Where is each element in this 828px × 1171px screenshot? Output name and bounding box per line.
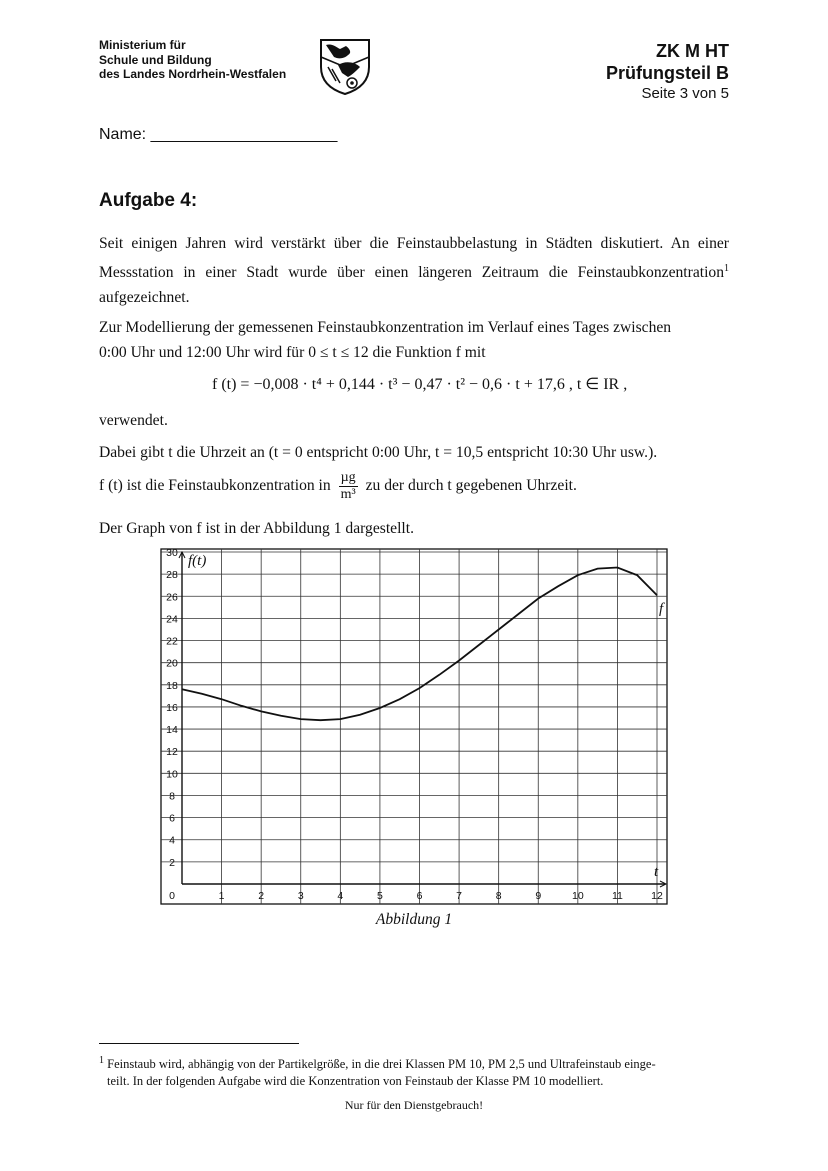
footnote-line-1: Feinstaub wird, abhängig von der Partikelgröße, in die drei Klassen PM 10, PM 2,5 und Ultrafeinstaub einge- [107, 1057, 656, 1072]
exam-code: ZK M HT [656, 41, 729, 61]
y-axis-label: f(t) [188, 553, 207, 569]
explain-2b: zu der durch t gegebenen Uhrzeit. [365, 477, 577, 495]
y-tick-label: 24 [166, 613, 178, 626]
footnote-mark: 1 [724, 263, 729, 274]
unit-fraction [339, 470, 358, 503]
function-chart [160, 548, 670, 908]
function-formula: f (t) = −0,008 · t⁴ + 0,144 · t³ − 0,47 · t² − 0,6 · t + 17,6 , t ∈ IR , [212, 376, 628, 393]
y-tick-label: 8 [169, 790, 175, 803]
y-tick-label: 4 [169, 834, 175, 847]
y-tick-label: 30 [166, 548, 178, 559]
page-number: Seite 3 von 5 [641, 85, 729, 102]
x-axis-label: t [654, 864, 659, 880]
x-tick-label: 5 [376, 890, 383, 902]
x-tick-label: 4 [337, 890, 344, 902]
x-tick-label: 6 [416, 890, 423, 902]
figure-caption: Abbildung 1 [375, 911, 453, 928]
unit-numerator: µg [340, 470, 356, 485]
x-tick-label: 1 [218, 890, 225, 902]
intro-paragraph [99, 231, 729, 310]
x-tick-label: 10 [571, 890, 584, 902]
y-tick-label: 28 [166, 569, 178, 582]
y-tick-label: 12 [166, 746, 178, 759]
footnote-rule [99, 1043, 299, 1044]
footnote [99, 1052, 729, 1090]
ministry-line-1: Ministerium für [99, 38, 186, 52]
model-line-2: 0:00 Uhr und 12:00 Uhr wird für 0 ≤ t ≤ 12 die Funktion f mit [99, 344, 486, 361]
nrw-crest-icon [318, 37, 372, 95]
model-paragraph [99, 315, 729, 365]
x-tick-label: 8 [495, 890, 502, 902]
y-tick-label: 20 [166, 657, 178, 670]
ministry-line-3: des Landes Nordrhein-Westfalen [99, 67, 287, 81]
unit-denominator: m³ [340, 487, 356, 502]
name-field: Name: _____________________ [99, 126, 338, 143]
x-tick-label: 9 [535, 890, 542, 902]
y-tick-label: 22 [166, 635, 178, 648]
y-tick-label: 26 [166, 591, 178, 604]
y-tick-label: 6 [169, 812, 175, 825]
x-tick-label: 2 [258, 890, 265, 902]
x-tick-label: 0 [169, 890, 175, 902]
footnote-number: 1 [99, 1055, 104, 1066]
x-tick-label: 3 [297, 890, 304, 902]
series-label: f [659, 601, 664, 618]
graph-reference: Der Graph von f ist in der Abbildung 1 dargestellt. [99, 520, 414, 537]
explain-2a: f (t) ist die Feinstaubkonzentration in [99, 477, 331, 495]
ministry-name [99, 38, 286, 82]
page-footer: Nur für den Dienstgebrauch! [344, 1098, 484, 1112]
intro-text: Seit einigen Jahren wird verstärkt über die Feinstaubbelastung in Städten diskutiert. An einer Messstation in einer Stadt wurde über einen längeren Zeitraum die Feinstaubkonzentration [99, 235, 729, 282]
x-tick-label: 7 [456, 890, 463, 902]
used-text: verwendet. [99, 412, 168, 429]
chart-frame [161, 549, 667, 904]
x-tick-label: 11 [611, 890, 623, 902]
explain-line-1: Dabei gibt t die Uhrzeit an (t = 0 entspricht 0:00 Uhr, t = 10,5 entspricht 10:30 Uhr usw.). [99, 444, 658, 461]
y-tick-label: 14 [166, 724, 178, 737]
ministry-line-2: Schule und Bildung [99, 52, 212, 67]
exam-part: Prüfungsteil B [605, 63, 729, 83]
task-title: Aufgabe 4: [99, 190, 198, 211]
exam-header [606, 40, 729, 103]
explain-line-2 [99, 470, 729, 503]
x-tick-label: 12 [651, 890, 663, 902]
y-tick-label: 10 [166, 768, 178, 781]
intro-tail: aufgezeichnet. [99, 289, 190, 307]
y-tick-label: 18 [166, 679, 178, 692]
y-tick-label: 16 [166, 701, 178, 714]
y-tick-label: 2 [169, 856, 175, 869]
footnote-line-2: teilt. In der folgenden Aufgabe wird die Konzentration von Feinstaub der Klasse PM 10 modelliert. [107, 1074, 604, 1089]
model-line-1: Zur Modellierung der gemessenen Feinstaubkonzentration im Verlauf eines Tages zwischen [99, 319, 672, 336]
